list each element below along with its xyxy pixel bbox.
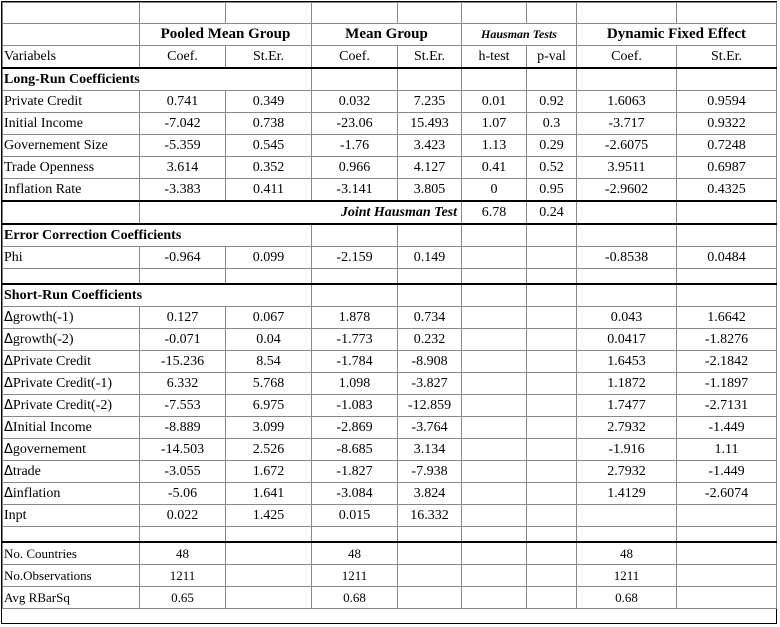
row-label xyxy=(3,461,140,483)
table-cell: 0.099 xyxy=(226,247,312,269)
table-cell xyxy=(527,247,577,269)
stats-row xyxy=(3,542,777,565)
table-cell: 1.6642 xyxy=(677,307,777,329)
table-cell: 0.349 xyxy=(226,91,312,113)
table-cell: 0.65 xyxy=(140,587,226,609)
row-label xyxy=(3,307,140,329)
row-label: Inflation Rate xyxy=(3,179,140,202)
table-cell xyxy=(462,417,527,439)
table-cell: 3.805 xyxy=(398,179,462,202)
table-cell: -1.76 xyxy=(312,135,398,157)
table-cell: -2.6074 xyxy=(677,483,777,505)
table-cell: 0.734 xyxy=(398,307,462,329)
table-cell: -0.071 xyxy=(140,329,226,351)
table-cell xyxy=(462,395,527,417)
table-cell: 0.966 xyxy=(312,157,398,179)
table-cell xyxy=(527,587,577,609)
table-cell: 0.52 xyxy=(527,157,577,179)
table-cell: -8.685 xyxy=(312,439,398,461)
delta-symbol: Δ xyxy=(4,376,13,391)
table-cell: 6.332 xyxy=(140,373,226,395)
table-cell xyxy=(462,565,527,587)
table-cell: 1.641 xyxy=(226,483,312,505)
table-cell: -3.084 xyxy=(312,483,398,505)
row-label xyxy=(3,439,140,461)
table-cell xyxy=(462,461,527,483)
table-cell: 0.127 xyxy=(140,307,226,329)
table-row xyxy=(3,247,777,269)
table-cell xyxy=(226,565,312,587)
table-cell: 1211 xyxy=(577,565,677,587)
table-cell: 0.92 xyxy=(527,91,577,113)
table-cell xyxy=(398,587,462,609)
table-cell: 0.545 xyxy=(226,135,312,157)
table-cell xyxy=(677,505,777,527)
table-cell: -23.06 xyxy=(312,113,398,135)
section-label: Short-Run Coefficients xyxy=(3,284,312,307)
delta-symbol: Δ xyxy=(4,332,13,347)
table-cell: -1.8276 xyxy=(677,329,777,351)
table-cell: 1211 xyxy=(312,565,398,587)
joint-hausman-p: 0.24 xyxy=(527,201,577,224)
variable-name: Private Credit(-2) xyxy=(12,398,113,413)
table-cell: 0.0484 xyxy=(677,247,777,269)
table-cell xyxy=(677,587,777,609)
table-cell: -3.764 xyxy=(398,417,462,439)
table-cell: -5.06 xyxy=(140,483,226,505)
table-cell: 0.032 xyxy=(312,91,398,113)
variable-name: growth(-1) xyxy=(12,310,74,325)
variable-name: growth(-2) xyxy=(12,332,74,347)
table-cell: -2.869 xyxy=(312,417,398,439)
table-cell: 1.6063 xyxy=(577,91,677,113)
column-header-row xyxy=(3,46,777,69)
table-cell: -1.784 xyxy=(312,351,398,373)
row-label: Initial Income xyxy=(3,113,140,135)
table-cell xyxy=(527,417,577,439)
column-header: Variabels xyxy=(3,46,140,69)
table-cell xyxy=(462,587,527,609)
row-label xyxy=(3,351,140,373)
table-cell: 3.824 xyxy=(398,483,462,505)
table-cell: 48 xyxy=(140,542,226,565)
table-cell: -2.159 xyxy=(312,247,398,269)
table-cell: 0.232 xyxy=(398,329,462,351)
row-label xyxy=(3,483,140,505)
table-cell: -8.889 xyxy=(140,417,226,439)
table-cell: 7.235 xyxy=(398,91,462,113)
table-cell: 0.738 xyxy=(226,113,312,135)
column-header: St.Er. xyxy=(226,46,312,69)
row-label: Phi xyxy=(3,247,140,269)
table-cell: 6.975 xyxy=(226,395,312,417)
table-cell: -3.141 xyxy=(312,179,398,202)
row-label: Inpt xyxy=(3,505,140,527)
table-cell: 0.68 xyxy=(577,587,677,609)
row-label: No. Countries xyxy=(3,542,140,565)
group-dynamic-fixed-effect: Dynamic Fixed Effect xyxy=(577,24,777,46)
table-cell xyxy=(462,373,527,395)
row-label: Private Credit xyxy=(3,91,140,113)
row-label: Trade Openness xyxy=(3,157,140,179)
table-cell: -8.908 xyxy=(398,351,462,373)
row-label xyxy=(3,395,140,417)
section-long-run xyxy=(3,68,777,91)
section-label: Error Correction Coefficients xyxy=(3,224,312,247)
table-cell: -3.383 xyxy=(140,179,226,202)
regression-results-table xyxy=(2,2,777,609)
column-header: St.Er. xyxy=(677,46,777,69)
table-cell: -2.7131 xyxy=(677,395,777,417)
row-label: Governement Size xyxy=(3,135,140,157)
table-cell xyxy=(226,542,312,565)
delta-symbol: Δ xyxy=(4,464,13,479)
delta-symbol: Δ xyxy=(4,310,13,325)
variable-name: Initial Income xyxy=(12,420,92,435)
table-cell: -15.236 xyxy=(140,351,226,373)
table-cell xyxy=(462,505,527,527)
table-cell: -7.042 xyxy=(140,113,226,135)
column-header: St.Er. xyxy=(398,46,462,69)
delta-symbol: Δ xyxy=(4,354,13,369)
spacer-row xyxy=(3,269,777,285)
group-pooled-mean-group: Pooled Mean Group xyxy=(140,24,312,46)
table-cell: 0.411 xyxy=(226,179,312,202)
column-header: Coef. xyxy=(312,46,398,69)
table-cell: 0.043 xyxy=(577,307,677,329)
table-cell xyxy=(527,461,577,483)
stats-row xyxy=(3,565,777,587)
table-cell: 3.099 xyxy=(226,417,312,439)
table-row xyxy=(3,483,777,505)
table-cell: 1.4129 xyxy=(577,483,677,505)
table-cell: 0.015 xyxy=(312,505,398,527)
table-cell: -5.359 xyxy=(140,135,226,157)
table-cell xyxy=(677,542,777,565)
table-cell xyxy=(527,329,577,351)
table-cell xyxy=(462,307,527,329)
column-header: p-val xyxy=(527,46,577,69)
table-cell xyxy=(677,565,777,587)
table-cell: 1211 xyxy=(140,565,226,587)
table-cell: -7.938 xyxy=(398,461,462,483)
table-cell: 0.352 xyxy=(226,157,312,179)
column-header: Coef. xyxy=(140,46,226,69)
table-cell: -1.083 xyxy=(312,395,398,417)
section-label: Long-Run Coefficients xyxy=(3,68,312,91)
table-cell: -0.8538 xyxy=(577,247,677,269)
section-short-run xyxy=(3,284,777,307)
table-cell: 1.878 xyxy=(312,307,398,329)
variable-name: inflation xyxy=(12,486,61,501)
table-row xyxy=(3,439,777,461)
table-cell: -1.916 xyxy=(577,439,677,461)
table-cell: 48 xyxy=(577,542,677,565)
joint-hausman-label: Joint Hausman Test xyxy=(140,201,462,224)
table-cell xyxy=(462,542,527,565)
table-cell: 0.04 xyxy=(226,329,312,351)
table-cell: -2.9602 xyxy=(577,179,677,202)
table-row xyxy=(3,157,777,179)
delta-symbol: Δ xyxy=(4,486,13,501)
row-label: No.Observations xyxy=(3,565,140,587)
table-cell: -1.449 xyxy=(677,461,777,483)
table-cell: 0.149 xyxy=(398,247,462,269)
table-row xyxy=(3,417,777,439)
table-cell xyxy=(527,565,577,587)
group-mean-group: Mean Group xyxy=(312,24,462,46)
table-row xyxy=(3,351,777,373)
group-header-row xyxy=(3,24,777,46)
table-cell: -14.503 xyxy=(140,439,226,461)
table-cell xyxy=(527,483,577,505)
table-cell: 0.41 xyxy=(462,157,527,179)
column-header: Coef. xyxy=(577,46,677,69)
variable-name: governement xyxy=(12,442,86,457)
table-row xyxy=(3,91,777,113)
table-cell xyxy=(462,351,527,373)
table-cell xyxy=(527,395,577,417)
table-row xyxy=(3,135,777,157)
table-cell: 1.098 xyxy=(312,373,398,395)
row-label xyxy=(3,373,140,395)
table-row xyxy=(3,329,777,351)
table-cell: 1.7477 xyxy=(577,395,677,417)
table-cell: 1.11 xyxy=(677,439,777,461)
table-cell: 3.614 xyxy=(140,157,226,179)
table-cell: 8.54 xyxy=(226,351,312,373)
table-row xyxy=(3,461,777,483)
table-cell xyxy=(527,351,577,373)
table-cell: 0 xyxy=(462,179,527,202)
variable-name: Private Credit xyxy=(12,354,92,369)
table-row xyxy=(3,179,777,202)
table-cell: -1.449 xyxy=(677,417,777,439)
table-cell: 0.95 xyxy=(527,179,577,202)
table-cell: -12.859 xyxy=(398,395,462,417)
table-cell: 0.3 xyxy=(527,113,577,135)
table-cell: 0.6987 xyxy=(677,157,777,179)
table-cell: 0.7248 xyxy=(677,135,777,157)
table-cell: -3.827 xyxy=(398,373,462,395)
table-cell xyxy=(527,439,577,461)
joint-hausman-h: 6.78 xyxy=(462,201,527,224)
table-cell: 5.768 xyxy=(226,373,312,395)
table-cell: -7.553 xyxy=(140,395,226,417)
table-cell: -3.055 xyxy=(140,461,226,483)
row-label: Avg RBarSq xyxy=(3,587,140,609)
table-cell: 1.1872 xyxy=(577,373,677,395)
table-cell: 1.672 xyxy=(226,461,312,483)
variable-name: Private Credit(-1) xyxy=(12,376,113,391)
table-cell: 1.425 xyxy=(226,505,312,527)
table-cell: 0.067 xyxy=(226,307,312,329)
column-header: h-test xyxy=(462,46,527,69)
table-cell: 0.022 xyxy=(140,505,226,527)
table-cell: 2.526 xyxy=(226,439,312,461)
table-cell: 0.01 xyxy=(462,91,527,113)
table-cell: -1.773 xyxy=(312,329,398,351)
table-cell: 0.741 xyxy=(140,91,226,113)
table-row xyxy=(3,113,777,135)
table-cell: -2.1842 xyxy=(677,351,777,373)
table-row xyxy=(3,307,777,329)
variable-name: trade xyxy=(12,464,41,479)
row-label xyxy=(3,329,140,351)
table-cell: 1.6453 xyxy=(577,351,677,373)
delta-symbol: Δ xyxy=(4,420,13,435)
table-cell: -3.717 xyxy=(577,113,677,135)
table-cell xyxy=(462,483,527,505)
table-cell: 0.9594 xyxy=(677,91,777,113)
table-cell: 1.07 xyxy=(462,113,527,135)
table-cell: 0.0417 xyxy=(577,329,677,351)
section-error-correction xyxy=(3,224,777,247)
table-cell: 0.68 xyxy=(312,587,398,609)
table-cell: 0.29 xyxy=(527,135,577,157)
table-cell: -1.827 xyxy=(312,461,398,483)
table-cell: -0.964 xyxy=(140,247,226,269)
table-cell xyxy=(527,542,577,565)
table-cell: -2.6075 xyxy=(577,135,677,157)
table-row xyxy=(3,505,777,527)
table-cell: 4.127 xyxy=(398,157,462,179)
table-cell: 3.423 xyxy=(398,135,462,157)
group-hausman-tests: Hausman Tests xyxy=(462,24,577,46)
table-cell xyxy=(527,307,577,329)
table-cell xyxy=(577,505,677,527)
table-cell: 3.134 xyxy=(398,439,462,461)
table-row xyxy=(3,395,777,417)
table-cell xyxy=(527,373,577,395)
row-label xyxy=(3,417,140,439)
table-cell: 3.9511 xyxy=(577,157,677,179)
table-cell: 2.7932 xyxy=(577,461,677,483)
table-cell: 15.493 xyxy=(398,113,462,135)
table-cell: -1.1897 xyxy=(677,373,777,395)
table-cell: 0.4325 xyxy=(677,179,777,202)
stats-row xyxy=(3,587,777,609)
table-cell xyxy=(226,587,312,609)
table-cell xyxy=(527,505,577,527)
table-row xyxy=(3,373,777,395)
joint-hausman-row xyxy=(3,201,777,224)
table-cell xyxy=(398,542,462,565)
table-cell xyxy=(462,329,527,351)
table-cell: 48 xyxy=(312,542,398,565)
table-cell xyxy=(398,565,462,587)
delta-symbol: Δ xyxy=(4,398,13,413)
table-cell: 1.13 xyxy=(462,135,527,157)
table-cell xyxy=(462,247,527,269)
delta-symbol: Δ xyxy=(4,442,13,457)
table-cell: 0.9322 xyxy=(677,113,777,135)
table-cell: 16.332 xyxy=(398,505,462,527)
spacer-row xyxy=(3,527,777,543)
table-cell xyxy=(462,439,527,461)
blank-header-row xyxy=(3,3,777,24)
table-cell: 2.7932 xyxy=(577,417,677,439)
